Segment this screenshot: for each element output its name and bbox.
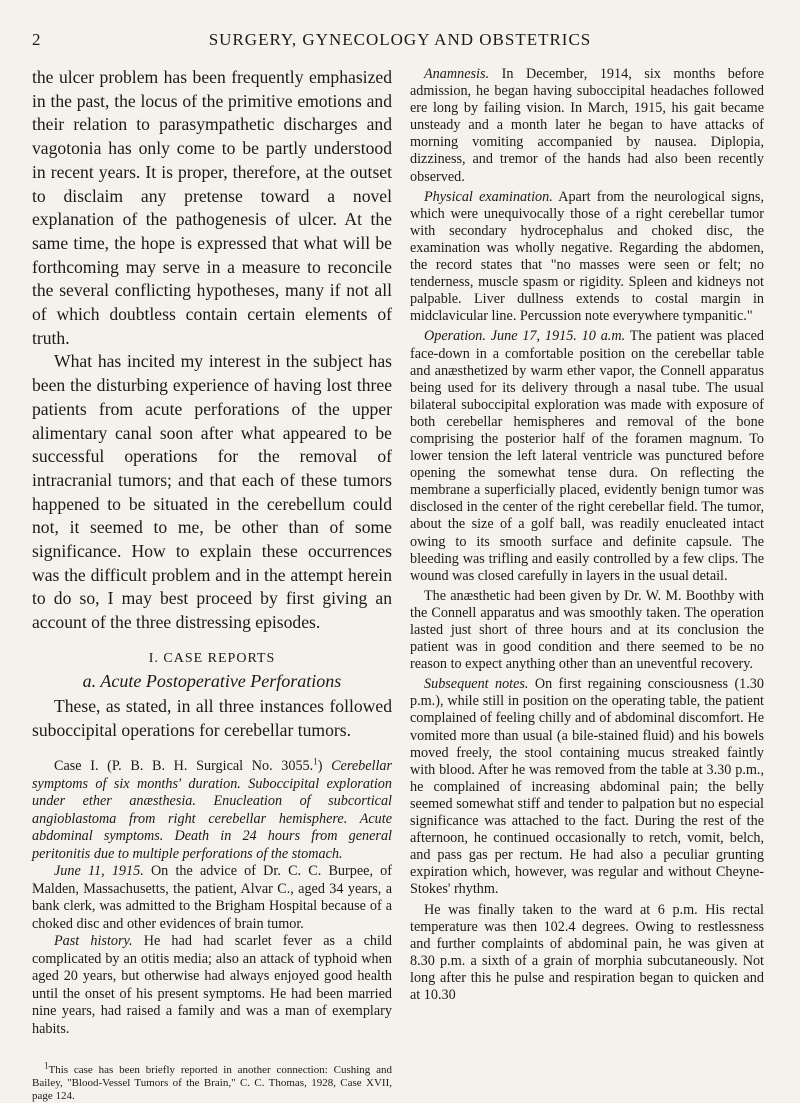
case-summary-text: Cerebellar symptoms of six months' duration. Suboccipital exploration under ether anæsthesia. Enucleation of subcortical angioblastoma from right cerebellar hemisphere. Acute abdominal symptoms. Death in 24 hours from general peritonitis due to multiple perforations of the stomach.: [32, 758, 393, 862]
date-label: June 11, 1915.: [54, 863, 144, 880]
section-heading: I. CASE REPORTS: [148, 650, 276, 666]
case-reference-end: ): [317, 758, 323, 775]
case-report: [32, 758, 392, 1103]
paragraph: [410, 328, 764, 584]
page-header: [0, 30, 800, 54]
paragraph: These, as stated, in all three instances followed suboccipital operations for cerebellar tumors.: [32, 695, 392, 740]
paragraph: [410, 676, 764, 898]
paragraph: What has incited my interest in the subject has been the disturbing experience of having lost three patients from acute perforations of the upper alimentary canal soon after what appeared to be successful operations for the removal of intracranial tumors; and that each of these tumors happened to be situated in the cerebellum could not, it seemed to me, be other than of some significance. How to explain these occurrences was the difficult problem and in the attempt herein to do so, I may best proceed by first giving an account of the three distressing episodes.: [32, 351, 392, 633]
paragraph: [410, 66, 764, 186]
page-number: 2: [32, 30, 41, 49]
case-label: Case I.: [54, 758, 99, 775]
operation-label: Operation. June 17, 1915. 10 a.m.: [424, 328, 626, 345]
case-reference: (P. B. B. H. Surgical No. 3055.: [107, 758, 314, 775]
left-column: [32, 66, 392, 1103]
footnote-marker: 1: [313, 756, 318, 767]
paragraph: He was finally taken to the ward at 6 p.m. His rectal temperature was then 102.4 degrees. Owing to restlessness and further complaints of abdominal pain, he was given at 8.30 p.m. a sixth of a grain of morphia subcutaneously. Not long after this he pulse and respiration began to quicken and at 10.30: [410, 901, 764, 1003]
paragraph: The anæsthetic had been given by Dr. W. M. Boothby with the Connell apparatus and was smoothly taken. The operation lasted just short of three hours and at its conclusion the patient was in good condition and there seemed to be no reason to expect anything other than an uneventful recovery.: [410, 587, 764, 673]
paragraph-text: The patient was placed face-down in a comfortable position on the cerebellar table and anæsthetized by warm ether vapor, the Connell apparatus being used for its delivery through a nasal tube. The usual bilateral suboccipital exploration was made with exposure of both cerebellar hemispheres and removal of the bone comprising the posterior half of the foramen magnum. To lower tension the left lateral ventricle was punctured before opening the somewhat tense dura. On reflecting the membrane a superficially placed, evidently benign tumor was disclosed in the center of the right cerebellar field. The tumor, about the size of a golf ball, was readily enucleated intact owing to its smooth surface and definite capsule. The bleeding was trifling and easily controlled by a few clips. The wound was closed carefully in layers in the usual detail.: [410, 328, 765, 584]
paragraph: [32, 863, 392, 933]
physical-exam-label: Physical examination.: [424, 188, 553, 205]
case-summary: [32, 758, 392, 863]
footnote: [32, 1060, 392, 1103]
paragraph-text: Apart from the neurological signs, which were unequivocally those of a right cerebellar tumor with secondary hydrocephalus and choked disc, the examination was wholly negative. Regarding the abdomen, the record states that "no masses were seen or felt; no tenderness, muscle spasm or rigidity. Spleen and kidneys not palpable. Liver dullness extends to costal margin in midclavicular line. Percussion note everywhere tympanitic.": [410, 188, 764, 325]
journal-title: SURGERY, GYNECOLOGY AND OBSTETRICS: [208, 30, 592, 49]
intro-text: [32, 66, 392, 742]
paragraph-text: In December, 1914, six months before admission, he began having suboccipital headaches followed ere long by failing vision. In March, 1915, his gait became unsteady and a month later he began to have attacks of morning vomiting accompanied by nausea. Diplopia, dizziness, and tremor of the hands had also been recently observed.: [410, 66, 765, 185]
footnote-number: 1: [44, 1060, 49, 1071]
paragraph-text: On the advice of Dr. C. C. Burpee, of Malden, Massachusetts, the patient, Alvar C., aged 34 years, a bank clerk, was admitted to the Brigham Hospital because of a choked disc and other evidences of brain tumor.: [32, 863, 392, 932]
paragraph: the ulcer problem has been frequently emphasized in the past, the locus of the primitive emotions and their relation to parasympathetic discharges and vagotonia has only come to be partly understood in recent years. It is proper, therefore, at the outset to disclaim any pretense toward a novel explanation of the pathogenesis of ulcer. At the same time, the hope is expressed that what will be forthcoming may serve in a measure to reconcile the several conflicting hypotheses, many if not all of which doubtless contain certain elements of truth.: [32, 67, 392, 348]
paragraph-text: He had had scarlet fever as a child complicated by an otitis media; also an attack of typhoid when aged 20 years, but otherwise had always enjoyed good health until the onset of his present symptoms. He had been married nine years, had raised a family and was a man of exemplary habits.: [32, 933, 393, 1037]
paragraph: [32, 933, 392, 1038]
subsequent-notes-label: Subsequent notes.: [424, 676, 529, 693]
right-column: [410, 66, 764, 1004]
footnote-text: This case has been briefly reported in another connection: Cushing and Bailey, "Blood-Vessel Tumors of the Brain," C. C. Thomas, 1928, Case XVII, page 124.: [32, 1064, 392, 1103]
paragraph: [410, 189, 764, 326]
past-history-label: Past history.: [54, 933, 133, 950]
paragraph-text: On first regaining consciousness (1.30 p.m.), while still in position on the operating table, the patient complained of feeling chilly and of abdominal discomfort. He vomited more than usual (a bile-stained fluid) and his bowels moved freely, the stool containing mucus streaked faintly with blood. After he was removed from the table at 3.30 p.m., he complained of increasing abdominal pain; the belly seemed somewhat stiff and tender to palpation but no especial significance was attached to the fact. During the rest of the afternoon, he continued occasionally to retch, vomit, belch, and pass gas per rectum. He had also a peculiar grunting expiration which, however, was regular and without Cheyne-Stokes' rhythm.: [410, 676, 764, 898]
anamnesis-label: Anamnesis.: [424, 66, 490, 82]
subsection-heading: a. Acute Postoperative Perforations: [82, 670, 342, 691]
